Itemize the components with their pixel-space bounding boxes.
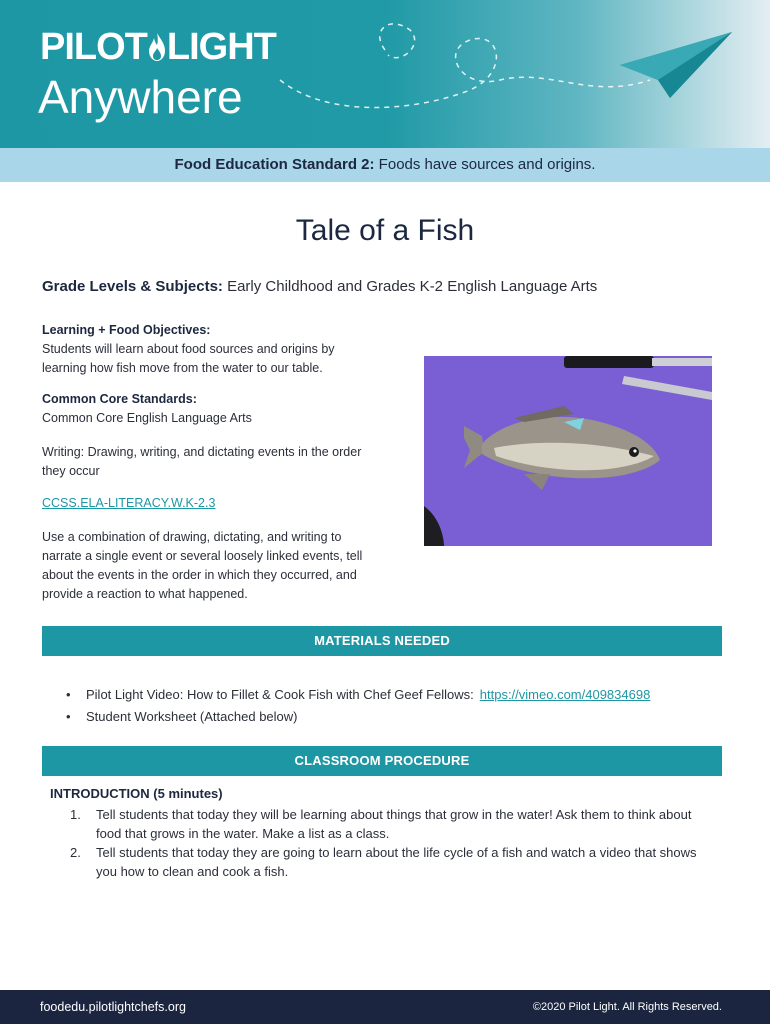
flame-icon xyxy=(147,29,167,59)
ccss-link-text[interactable]: CCSS.ELA-LITERACY.W.K-2.3 xyxy=(42,496,216,510)
standard-label: Food Education Standard 2: xyxy=(174,156,375,173)
material-text: Pilot Light Video: How to Fillet & Cook Fish with Chef Geef Fellows: xyxy=(86,687,474,702)
food-standard-bar xyxy=(0,148,770,182)
step-text: Tell students that today they are going to learn about the life cycle of a fish and watch a video that shows you how to clean and cook a fish. xyxy=(96,845,697,879)
materials-heading: MATERIALS NEEDED xyxy=(42,626,722,656)
page-title: Tale of a Fish xyxy=(295,214,475,247)
list-item xyxy=(70,843,720,881)
standards-heading: Common Core Standards: xyxy=(42,392,197,406)
standards-text: Common Core English Language Arts xyxy=(42,411,252,425)
vimeo-link[interactable]: https://vimeo.com/409834698 xyxy=(479,687,651,702)
materials-list xyxy=(66,684,650,728)
bullet-icon: • xyxy=(66,687,71,702)
standards-block xyxy=(42,390,372,428)
standard-description: Use a combination of drawing, dictating, and writing to narrate a single event or several loosely linked events, tell about the events in the order in which they occurred, and provide a reaction to what happened. xyxy=(42,530,363,601)
list-item xyxy=(66,684,650,706)
footer xyxy=(0,990,770,1024)
procedure-heading: CLASSROOM PROCEDURE xyxy=(42,746,722,776)
ccss-link[interactable] xyxy=(42,494,372,513)
bullet-icon: • xyxy=(66,709,71,724)
standard-text: Foods have sources and origins. xyxy=(374,156,596,173)
brand-light: LIGHT xyxy=(166,26,276,68)
header-banner xyxy=(0,0,770,148)
writing-text: Writing: Drawing, writing, and dictating events in the order they occur xyxy=(42,445,362,478)
step-number: 2. xyxy=(70,845,81,860)
material-text: Student Worksheet (Attached below) xyxy=(86,709,298,724)
brand-anywhere: Anywhere xyxy=(38,71,243,123)
list-item xyxy=(66,706,650,728)
objectives-block xyxy=(42,321,372,378)
step-text: Tell students that today they will be learning about things that grow in the water! Ask them to think about food that grows in the water. Make a list as a class. xyxy=(96,807,692,841)
grade-levels xyxy=(42,278,597,295)
grade-label: Grade Levels & Subjects: xyxy=(42,278,223,295)
introduction-heading: INTRODUCTION (5 minutes) xyxy=(50,786,223,801)
fish-photo xyxy=(424,356,712,546)
paper-plane-icon xyxy=(270,10,750,140)
footer-site-link[interactable]: foodedu.pilotlightchefs.org xyxy=(40,1000,186,1014)
list-item xyxy=(70,805,720,843)
grade-text: Early Childhood and Grades K-2 English Language Arts xyxy=(222,278,598,295)
objectives-text: Students will learn about food sources and origins by learning how fish move from the water to our table. xyxy=(42,342,335,375)
objectives-heading: Learning + Food Objectives: xyxy=(42,323,211,337)
procedure-steps xyxy=(70,805,720,881)
step-number: 1. xyxy=(70,807,81,822)
footer-copyright: ©2020 Pilot Light. All Rights Reserved. xyxy=(532,1001,722,1013)
brand-logo xyxy=(40,26,276,69)
fish-illustration xyxy=(424,356,712,546)
brand-pilot: PILOT xyxy=(40,26,147,68)
